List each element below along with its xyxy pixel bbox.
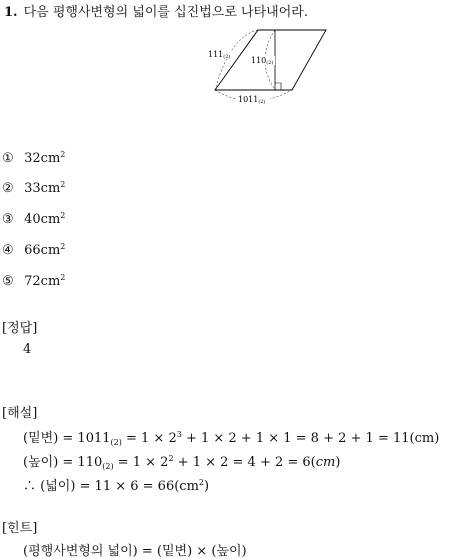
question-number: 1. xyxy=(4,5,18,20)
right-angle-mark xyxy=(275,83,281,90)
choice-5[interactable]: ⑤ $72cm^2$ xyxy=(2,273,66,289)
choice-1[interactable]: ① $32cm^2$ xyxy=(2,150,66,166)
explanation-line-3: ∴ (넓이) = $11 \times 6 = 66(cm^2)$ xyxy=(23,478,210,494)
parallelogram-figure xyxy=(200,28,330,106)
answer-value: 4 xyxy=(23,342,32,357)
explanation-label: [해설] xyxy=(2,406,38,421)
choice-4[interactable]: ④ $66cm^2$ xyxy=(2,242,66,258)
question-text: 다음 평행사변형의 넓이를 십진법으로 나타내어라. xyxy=(23,5,308,20)
question-title xyxy=(4,1,308,20)
explanation-line-1: (밑변) = $1011_{(2)} = 1 \times 2^3 + 1 \times 2 + 1 \times 1 = 8 + 2 + 1 = 11(cm)$ xyxy=(23,430,440,447)
choice-2[interactable]: ② $33cm^2$ xyxy=(2,180,66,196)
explanation-line-2: (높이) = $110_{(2)} = 1 \times 2^2 + 1 \times 2 = 4 + 2 = 6(cm)$ xyxy=(23,454,341,471)
hint-label: [힌트] xyxy=(2,521,38,536)
hint-text: (평행사변형의 넓이) = (밑변) × (높이) xyxy=(23,544,247,559)
answer-label: [정답] xyxy=(2,321,38,336)
height-label: 110(2) xyxy=(251,56,274,66)
choice-3[interactable]: ③ $40cm^2$ xyxy=(2,211,66,227)
base-label: 1011(2) xyxy=(238,95,266,105)
side-label: 111(2) xyxy=(208,50,231,60)
